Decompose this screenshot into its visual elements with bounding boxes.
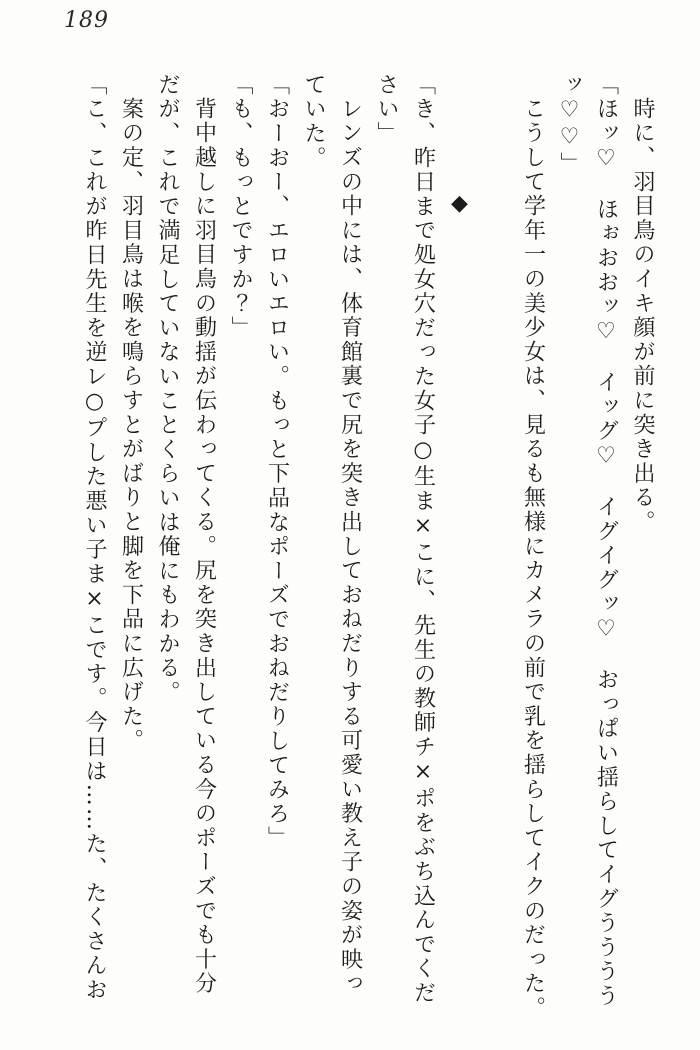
- text-column: 「こ、これが昨日先生を逆レ○プした悪い子ま×こです。今日は……た、たくさんお: [82, 73, 107, 1003]
- text-column: 「おーおー、エロいエロい。もっと下品なポーズでおねだりしてみろ」: [264, 73, 290, 851]
- text-column: さい」: [374, 73, 399, 146]
- text-column: 「き、昨日まで処女穴だった女子○生ま×こに、先生の教師チ×ポをぶち込んでくだ: [410, 73, 436, 1006]
- text-column: ッ♡♡」: [557, 73, 582, 177]
- diamond-separator-icon: ◆: [447, 191, 472, 216]
- page-text: [76, 73, 661, 1023]
- text-column: 背中越しに羽目鳥の動揺が伝わってくる。尻を突き出している今のポーズでも十分: [191, 97, 217, 997]
- text-column: ていた。: [301, 73, 326, 171]
- text-column: 時に、羽目鳥のイキ顔が前に突き出る。: [630, 97, 655, 535]
- page-number: 189: [64, 8, 109, 33]
- text-column: こうして学年一の美少女は、見るも無様にカメラの前で乳を揺らしてイクのだった。: [520, 97, 546, 1021]
- text-column: 案の定、羽目鳥は喉を鳴らすとがばりと脚を下品に広げた。: [118, 97, 144, 754]
- text-column: レンズの中には、体育館裏で尻を突き出しておねだりする可愛い教え子の姿が映っ: [337, 97, 363, 997]
- blank-column: [477, 73, 514, 1023]
- text-column: 「ほッ♡ ほぉおおッ♡ イッグ♡ イグイグッ♡ おっぱい揺らしてイグうううう: [593, 73, 619, 1009]
- text-column: だが、これで満足していないことくらいは俺にもわかる。: [155, 73, 180, 705]
- text-column: 「も、もっとですか？」: [228, 73, 253, 341]
